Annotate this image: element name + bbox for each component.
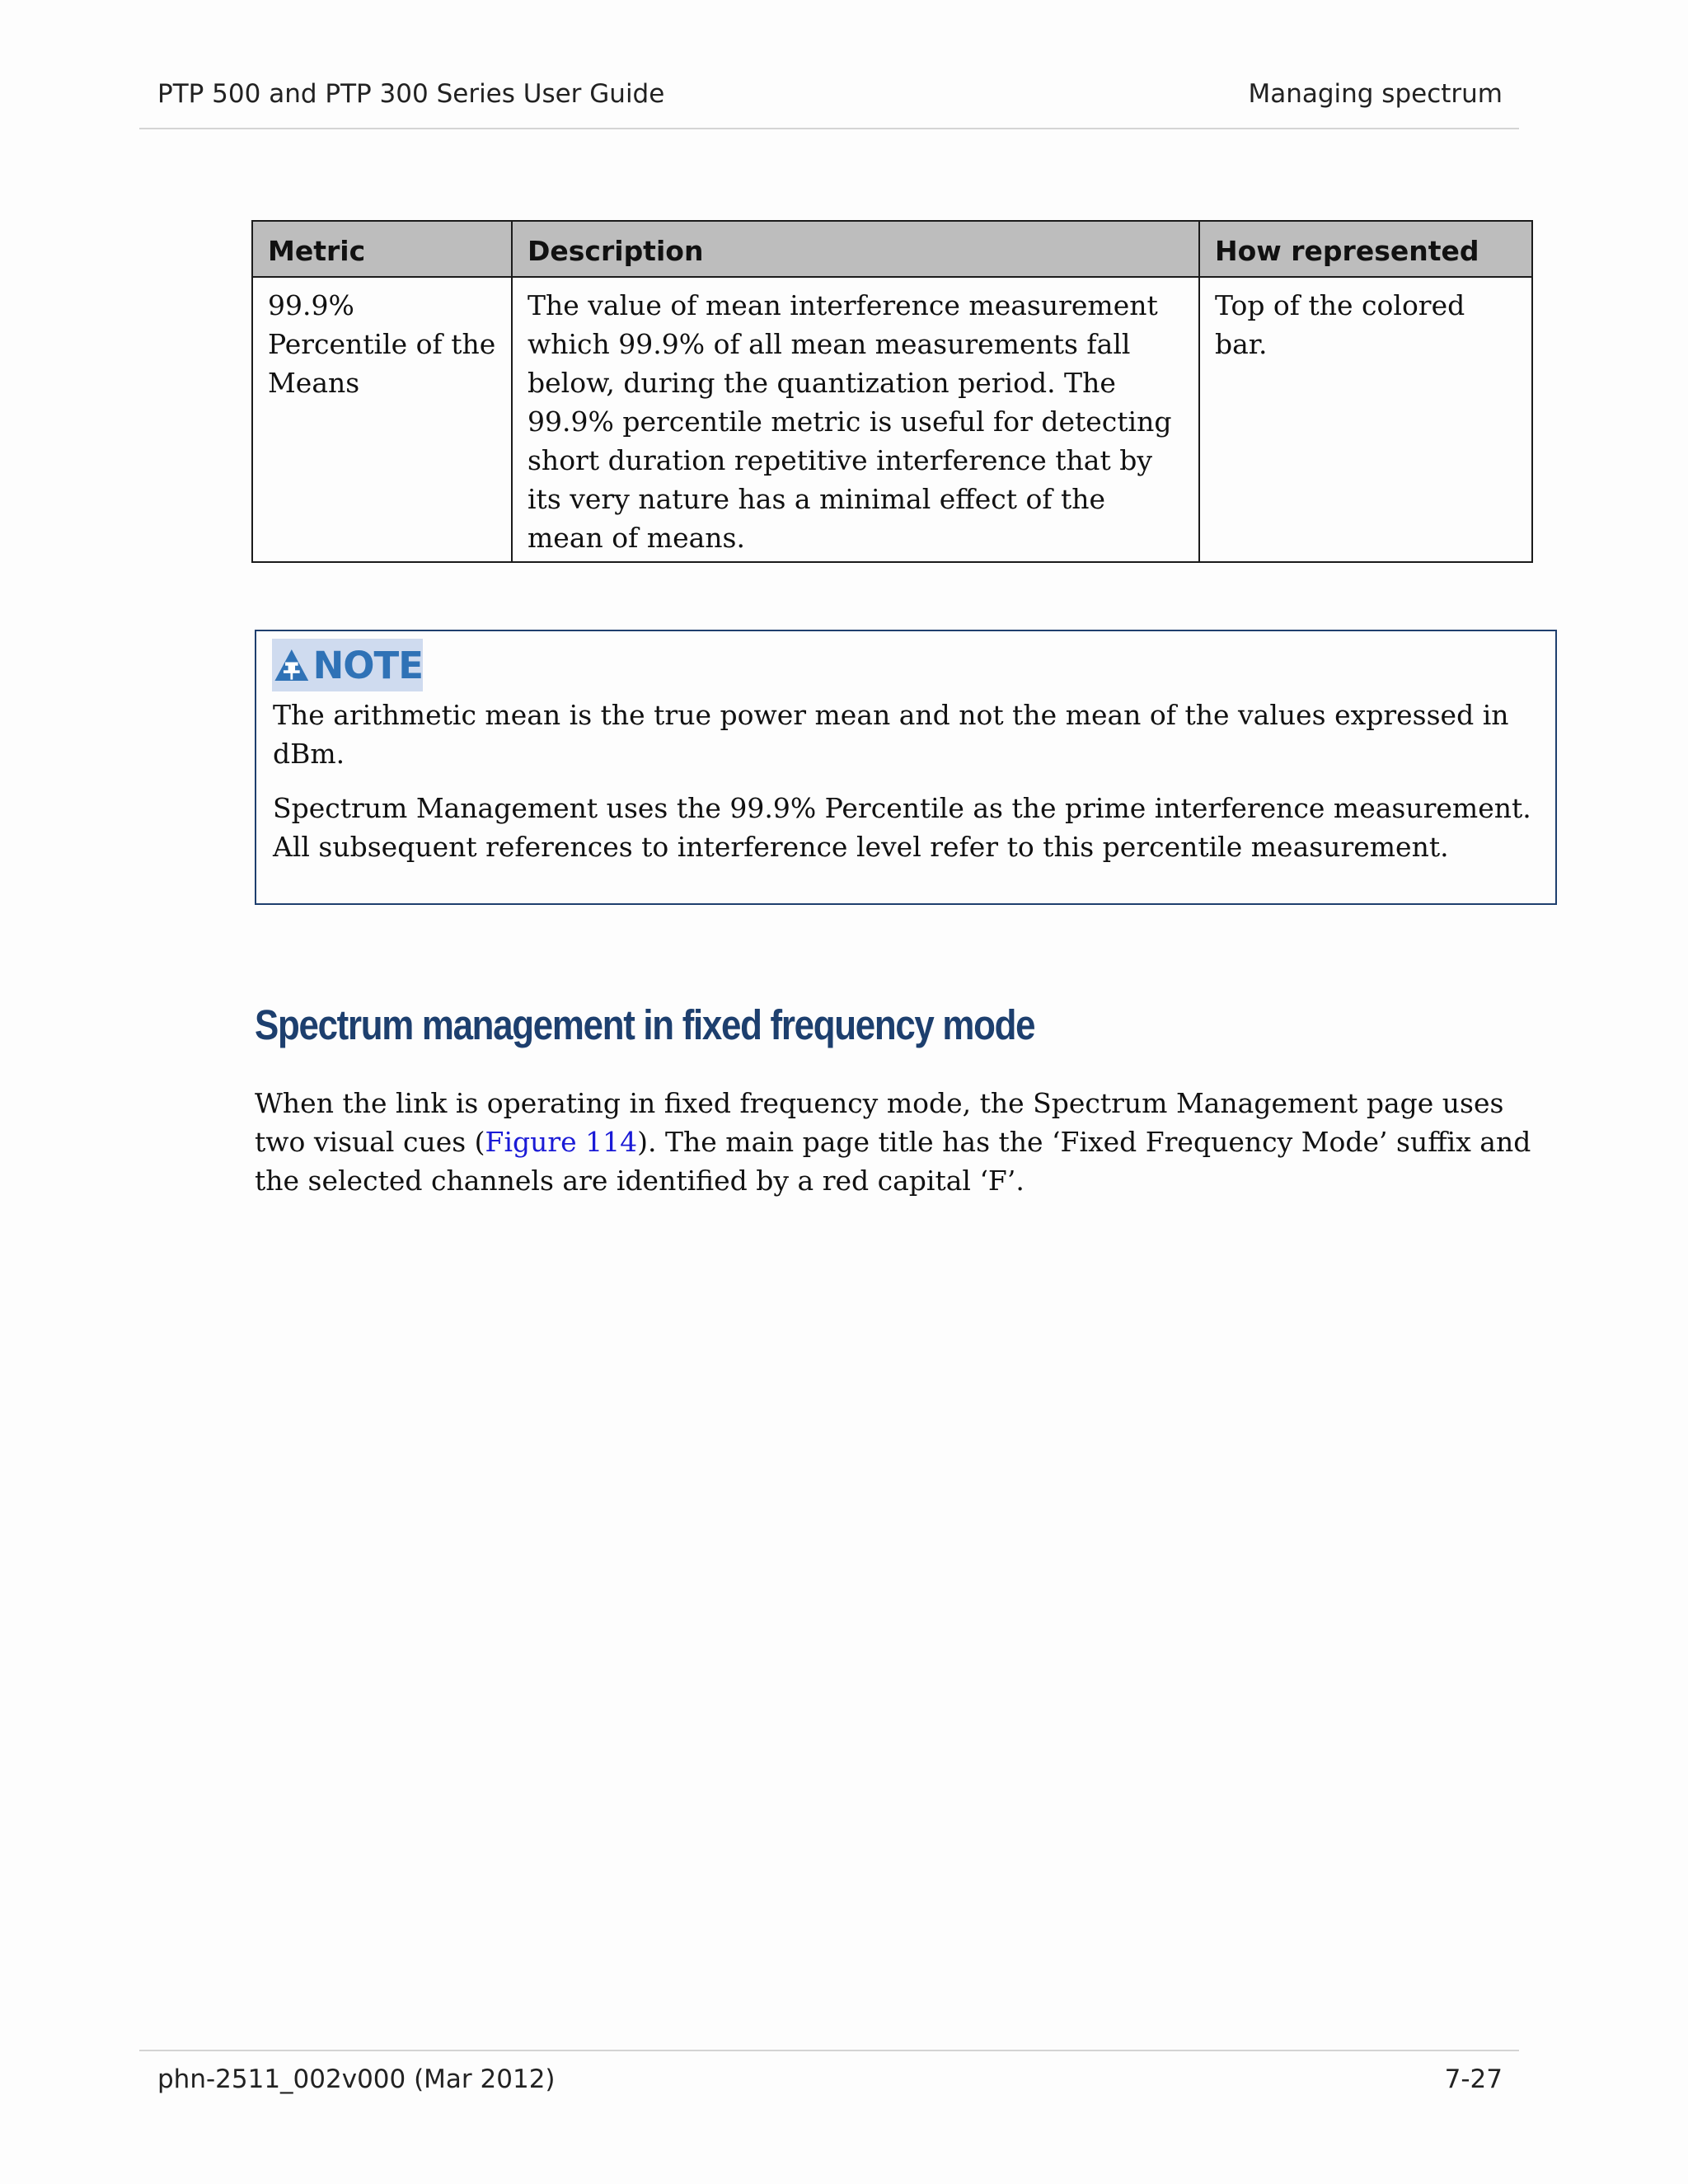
note-paragraph: The arithmetic mean is the true power mean and not the mean of the values expressed in dBm. (273, 699, 1509, 770)
note-label: NOTE (312, 643, 423, 687)
paragraph-text: When the link is operating in fixed frequency mode, the Spectrum Management page uses two visual cues ( (255, 1087, 1504, 1158)
note-box (255, 630, 1557, 905)
section-heading: Spectrum management in fixed frequency mode (255, 1001, 1035, 1048)
note-badge (272, 639, 423, 691)
table-row (252, 277, 1532, 562)
column-header-how-represented: How represented (1199, 221, 1532, 277)
column-header-metric: Metric (252, 221, 512, 277)
document-title: PTP 500 and PTP 300 Series User Guide (157, 79, 665, 109)
figure-link[interactable]: Figure 114 (485, 1126, 638, 1158)
chapter-title: Managing spectrum (1248, 79, 1503, 109)
page-number: 7-27 (1444, 2064, 1503, 2094)
page-header (139, 0, 1519, 129)
column-header-description: Description (512, 221, 1199, 277)
cell-how-represented: Top of the colored bar. (1199, 277, 1532, 562)
document-id: phn-2511_002v000 (Mar 2012) (157, 2064, 556, 2094)
page-footer (139, 2050, 1519, 2117)
body-paragraph (255, 1084, 1540, 1200)
cell-description: The value of mean interference measurement which 99.9% of all mean measurements fall below, during the quantization period. The 99.9% percentile metric is useful for detecting short duration repetitive interference that by its very nature has a minimal effect of the mean of means. (512, 277, 1199, 562)
table-header-row (252, 221, 1532, 277)
paragraph-text: ). The main page title has the ‘Fixed Frequency Mode’ suffix and the selected channels are identified by a red capital ‘F’. (255, 1126, 1531, 1197)
metric-table (251, 220, 1533, 563)
pushpin-warning-icon (274, 641, 310, 689)
note-paragraph: Spectrum Management uses the 99.9% Percentile as the prime interference measurement. All subsequent references to interference level refer to this percentile measurement. (273, 792, 1531, 863)
cell-metric: 99.9% Percentile of the Means (252, 277, 512, 562)
